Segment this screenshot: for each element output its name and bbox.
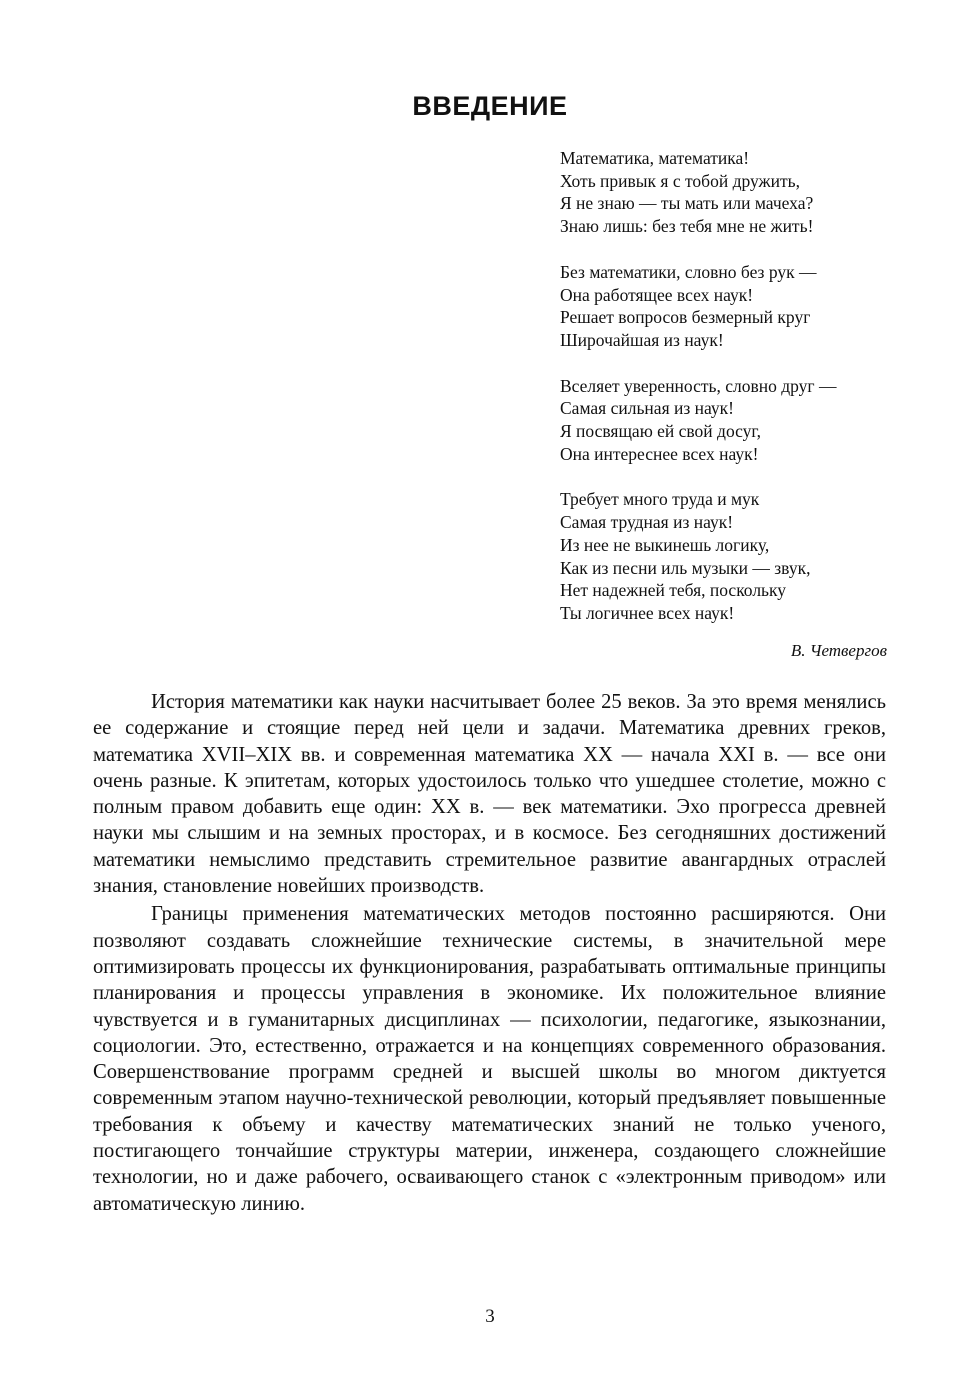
poem-line: Ты логичнее всех наук! — [560, 602, 735, 623]
body-text — [93, 689, 886, 1219]
paragraph: Границы применения математических методов постоянно расширяются. Они позволяют создавать сложнейшие технические системы, в значительной мере оптимизировать процессы их функционирования, разрабатывать оптимальные принципы планирования и процессы управления в экономике. Их положительное влияние чувствуется и в гуманитарных дисциплинах — психологии, педагогике, языкознании, социологии. Это, естественно, отражается и на концепциях современного образования. Совершенствование программ средней и высшей школы во многом диктуется современным этапом научно-технической революции, который предъявляет повышенные требования к объему и качеству математических знаний не только ученого, постигающего тончайшие структуры материи, инженера, создающего сложнейшие технологии, но и даже рабочего, осваивающего станок с «электронным приводом» или автоматическую линию. — [93, 903, 886, 1215]
poem-line: Из нее не выкинешь логику, — [560, 534, 770, 555]
poem-line: Как из песни иль музыки — звук, — [560, 557, 811, 578]
poem-line: Знаю лишь: без тебя мне не жить! — [560, 216, 814, 237]
poem-line: Широчайшая из наук! — [560, 329, 724, 350]
poem-line: Решает вопросов безмерный круг — [560, 307, 811, 328]
poem-line: Без математики, словно без рук — — [560, 261, 817, 282]
poem-line: Самая сильная из наук! — [560, 398, 734, 419]
poem-line: Она работящее всех наук! — [560, 284, 754, 305]
poem-line: Самая трудная из наук! — [560, 512, 734, 533]
poem-stanza — [560, 261, 920, 352]
poem-line: Нет надежней тебя, поскольку — [560, 580, 787, 601]
page-number: 3 — [485, 1306, 495, 1327]
poem-line: Вселяет уверенность, словно друг — — [560, 375, 837, 396]
poem-stanza — [560, 488, 920, 624]
page-title: ВВЕДЕНИЕ — [412, 91, 568, 121]
poem-line: Хоть привык я с тобой дружить, — [560, 170, 800, 191]
poem-line: Она интереснее всех наук! — [560, 443, 759, 464]
poem-line: Я посвящаю ей свой досуг, — [560, 421, 762, 442]
poem-line: Я не знаю — ты мать или мачеха? — [560, 193, 814, 214]
poem-stanza — [560, 147, 920, 238]
poem-line: Математика, математика! — [560, 148, 750, 168]
epigraph-poem — [560, 147, 920, 648]
poem-line: Требует много труда и мук — [560, 489, 760, 510]
poem-stanza — [560, 375, 920, 466]
epigraph-author: В. Четвергов — [790, 641, 887, 660]
paragraph: История математики как науки насчитывает более 25 веков. За это время менялись ее содержание и стоящие перед ней цели и задачи. Математика древних греков, математика XVII–XIX вв. и современная математика XX — начала XXI в. — все они очень разные. К эпитетам, которых удостоилось только что ушедшее столетие, можно с полным правом добавить еще один: XX в. — век математики. Эхо прогресса древней науки мы слышим и на земных просторах, и в космосе. Без сегодняшних достижений математики немыслимо представить стремительное развитие авангардных отраслей знания, становление новейших производств. — [93, 691, 886, 898]
